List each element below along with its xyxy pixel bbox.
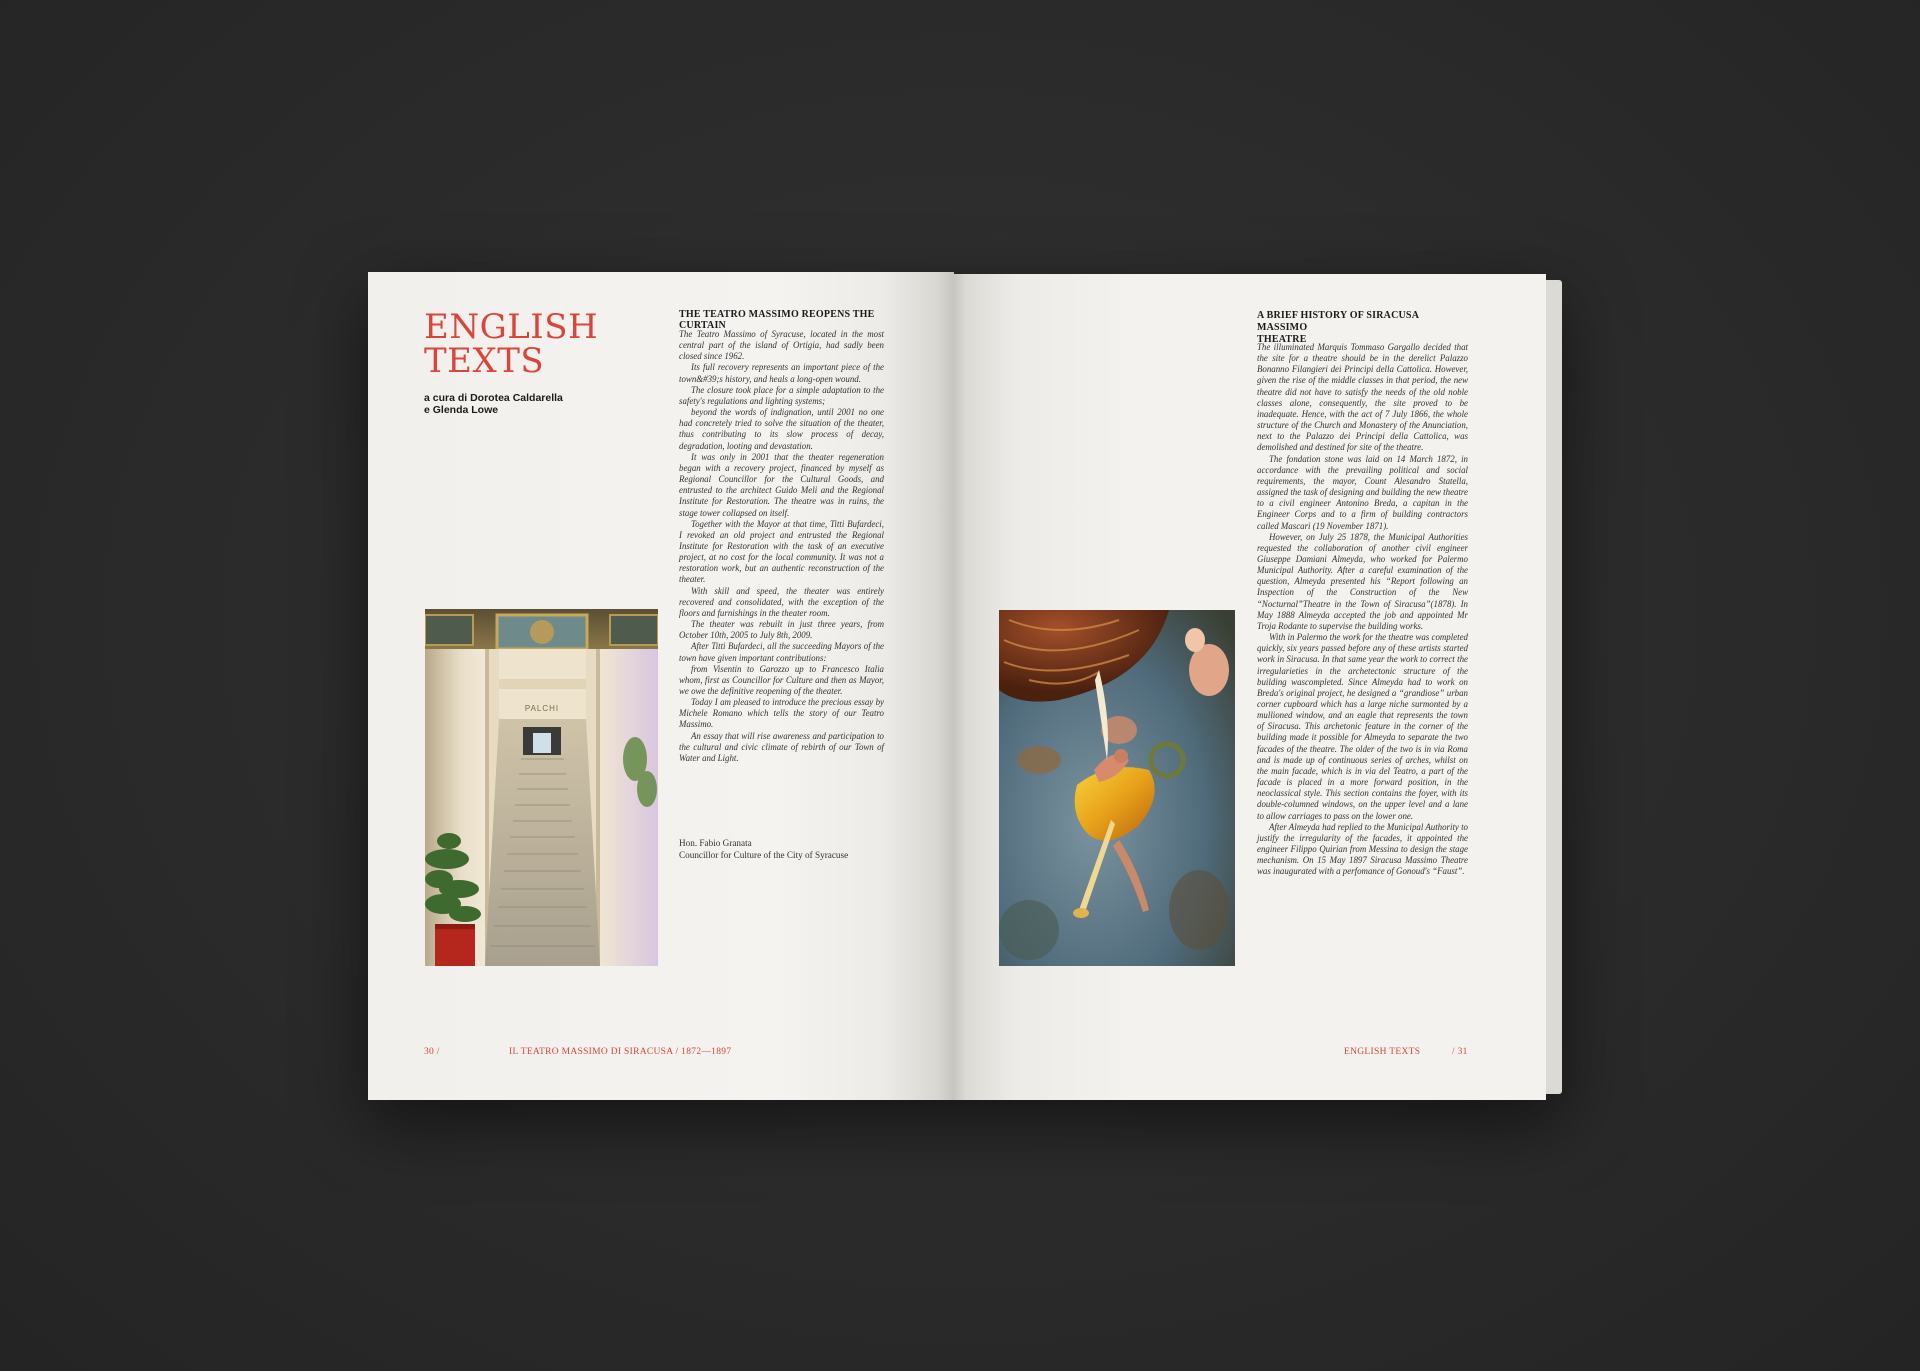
paragraph: The fondation stone was laid on 14 March 1872, in accordance with the prevailing political and social requirements, the mayor, Count Alesandro Statella, assigned the task of designing and building the new theatre to a civil engineer Antonino Breda, a capitan in the Engineer Corps and to a firm of building contractors called Mascari (19 November 1871).	[1257, 453, 1468, 531]
paragraph: The Teatro Massimo of Syracuse, located in the most central part of the island of Ortigia, had sadly been closed since 1962.	[679, 329, 884, 362]
article-body-left	[679, 329, 884, 764]
editors-credit	[424, 392, 624, 416]
section-title-line2: TEXTS	[424, 341, 545, 381]
editors-line1: a cura di Dorotea Caldarella	[424, 392, 563, 404]
paragraph: However, on July 25 1878, the Municipal Authorities requested the collaboration of another civil engineer Giuseppe Damiani Almeyda, who worked for Palermo Municipal Authority. After a careful examination of the question, Almeyda presented his “Report following an Inspection of the Construction of the New “Nocturnal”Theatre in the Town of Siracusa”(1878). In May 1888 Almeyda accepted the job and appointed Mr Troja Rodante to supervise the building works.	[1257, 531, 1468, 631]
page-stack-edge	[1546, 280, 1562, 1094]
right-page	[954, 274, 1546, 1100]
article-heading-left: THE TEATRO MASSIMO REOPENS THE CURTAIN	[679, 309, 875, 331]
page-number-left: 30 /	[424, 1047, 440, 1057]
article-body-right	[1257, 342, 1468, 878]
signature-block	[679, 837, 899, 861]
page-number-right: / 31	[1452, 1047, 1468, 1057]
paragraph: With in Palermo the work for the theatre was completed quickly, six years passed before any of these artists started work in Siracusa. In that same year the work to correct the irregularieties in the archetectonic structure of the building wascompleted. Since Almeyda had to work on Breda's original project, he designed a “grandiose” urban corner cupboard which has a large niche surmonted by a mullioned window, and an eagle that represents the town of Siracusa. This archetonic feature in the corner of the building made it possible for Almeyda to separate the two facades of the theatre. The older of the two is in via Roma and is made up of continuous series of arches, whilst on the main facade, which is in via del Teatro, a part of the facade is placed in a more forward position, in the neoclassical style. This section contains the foyer, with its double-columned windows, on the upper level and a lane to allow carriages to pass on the lower one.	[1257, 632, 1468, 821]
paragraph: from Visentin to Garozzo up to Francesco Italia whom, first as Councillor for Culture and then as Mayor, we owe the definitive reopening of the theater.	[679, 663, 884, 696]
paragraph: After Titti Bufardeci, all the succeeding Mayors of the town have given important contributions:	[679, 641, 884, 663]
paragraph: Together with the Mayor at that time, Titti Bufardeci, I revoked an old project and entrusted the Regional Institute for Restoration with the task of an executive project, at no cost for the local community. It was not a restoration work, but an authentic reconstruction of the theater.	[679, 518, 884, 585]
editors-line2: e Glenda Lowe	[424, 404, 499, 416]
paragraph: The closure took place for a simple adaptation to the safety's regulations and lighting systems;	[679, 384, 884, 406]
paragraph: The illuminated Marquis Tommaso Gargallo decided that the site for a theatre should be in the derelict Palazzo Bonanno Filangieri dei Principi della Cattolica. However, given the rise of the middle classes in that period, the new theatre did not have to satisfy the needs of the old noble classes alone, consequently, the site proved to be inadequate. Hence, with the act of 7 July 1866, the whole structure of the Church and Monastery of the Anunciation, next to the Palazzo dei Principi della Cattolica, was demolished and destined for site of the theatre.	[1257, 342, 1468, 453]
paragraph: It was only in 2001 that the theater regeneration began with a recovery project, financed by myself as Regional Councillor for the Cultural Goods, and entrusted to the architect Guido Meli and the Regional Institute for Restoration. The theatre was in ruins, the stage tower collapsed on itself.	[679, 451, 884, 518]
section-title	[424, 307, 624, 381]
section-title-line1: ENGLISH	[424, 307, 599, 347]
article-heading-right-line1: A BRIEF HISTORY OF SIRACUSA MASSIMO	[1257, 310, 1419, 333]
open-magazine	[368, 272, 1562, 1100]
article-heading-right-line2: THEATRE	[1257, 334, 1307, 345]
running-footer-left: IL TEATRO MASSIMO DI SIRACUSA / 1872—1897	[509, 1047, 732, 1057]
staircase-photo-image	[425, 609, 658, 966]
palchi-sign: PALCHI	[524, 704, 560, 713]
paragraph: Today I am pleased to introduce the precious essay by Michele Romano which tells the story of our Teatro Massimo.	[679, 697, 884, 730]
signature-name: Hon. Fabio Granata	[679, 838, 752, 848]
running-footer-right: ENGLISH TEXTS	[1344, 1047, 1421, 1057]
article-heading-right	[1257, 310, 1467, 346]
paragraph: beyond the words of indignation, until 2001 no one had concretely tried to solve the situation of the theater, thus contributing to its slow process of decay, degradation, looting and devastation.	[679, 407, 884, 451]
paragraph: Its full recovery represents an important piece of the town&#39;s history, and heals a long-open wound.	[679, 362, 884, 384]
left-page	[368, 272, 954, 1100]
staircase-photo	[425, 609, 658, 966]
ceiling-fresco-photo	[999, 610, 1235, 966]
paragraph: An essay that will rise awareness and participation to the cultural and civic climate of rebirth of our Town of Water and Light.	[679, 730, 884, 763]
ceiling-fresco-image	[999, 610, 1235, 966]
paragraph: After Almeyda had replied to the Municipal Authority to justify the irregularity of the facades, it appointed the engineer Filippo Quirian from Messina to design the stage mechanism. On 15 May 1897 Siracusa Massimo Theatre was inaugurated with a perfomance of Gonoud's “Faust”.	[1257, 821, 1468, 877]
signature-role: Councillor for Culture of the City of Syracuse	[679, 850, 849, 860]
paragraph: The theater was rebuilt in just three years, from October 10th, 2005 to July 8th, 2009.	[679, 619, 884, 641]
paragraph: With skill and speed, the theater was entirely recovered and consolidated, with the exception of the floors and furnishings in the theater room.	[679, 585, 884, 618]
